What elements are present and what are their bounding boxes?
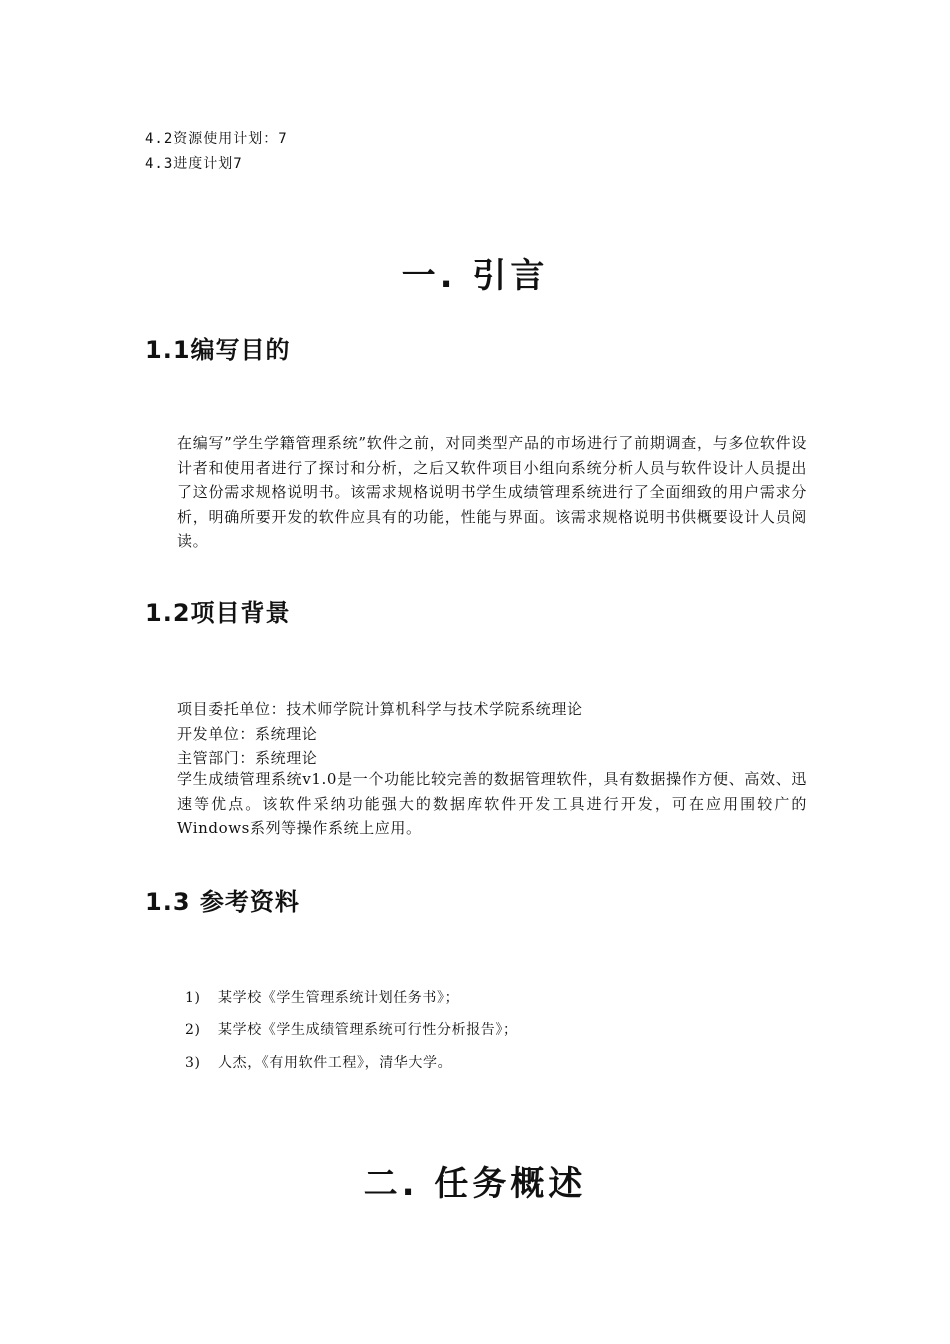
chapter-1-title: 一. 引言 xyxy=(401,256,549,296)
chapter-2-title: 二. 任务概述 xyxy=(363,1164,587,1204)
reference-number: 2) xyxy=(185,1022,201,1038)
section-1-1-body: 在编写”学生学籍管理系统”软件之前，对同类型产品的市场进行了前期调查，与多位软件设计者和使用者进行了探讨和分析，之后又软件项目小组向系统分析人员与软件设计人员提出了这份需求规格说明书。该需求规格说明书学生成绩管理系统进行了全面细致的用户需求分析，明确所要开发的软件应具有的功能，性能与界面。该需求规格说明书供概要设计人员阅读。 xyxy=(177,434,807,550)
project-client: 项目委托单位：技术师学院计算机科学与技术学院系统理论 xyxy=(177,700,583,718)
section-1-2-body: 学生成绩管理系统v1.0是一个功能比较完善的数据管理软件，具有数据操作方便、高效、迅速等优点。该软件采纳功能强大的数据库软件开发工具进行开发，可在应用围较广的Windows系列等操作系统上应用。 xyxy=(177,770,807,837)
section-1-3-title: 1.3 参考资料 xyxy=(145,888,300,916)
reference-item xyxy=(185,1019,518,1039)
toc-entry: 4.2资源使用计划：7 xyxy=(145,131,288,147)
project-developer: 开发单位：系统理论 xyxy=(177,725,318,743)
reference-number: 3) xyxy=(185,1055,201,1071)
reference-text: 某学校《学生成绩管理系统可行性分析报告》； xyxy=(218,1022,518,1038)
toc-entry: 4.3进度计划7 xyxy=(145,156,243,172)
reference-text: 某学校《学生管理系统计划任务书》； xyxy=(218,990,460,1006)
reference-item xyxy=(185,1052,452,1072)
section-1-2-title: 1.2项目背景 xyxy=(145,599,291,627)
reference-number: 1) xyxy=(185,990,201,1006)
section-1-1-title: 1.1编写目的 xyxy=(145,336,291,364)
project-department: 主管部门：系统理论 xyxy=(177,749,318,767)
reference-item xyxy=(185,987,459,1007)
reference-text: 人杰，《有用软件工程》，清华大学。 xyxy=(218,1055,453,1071)
